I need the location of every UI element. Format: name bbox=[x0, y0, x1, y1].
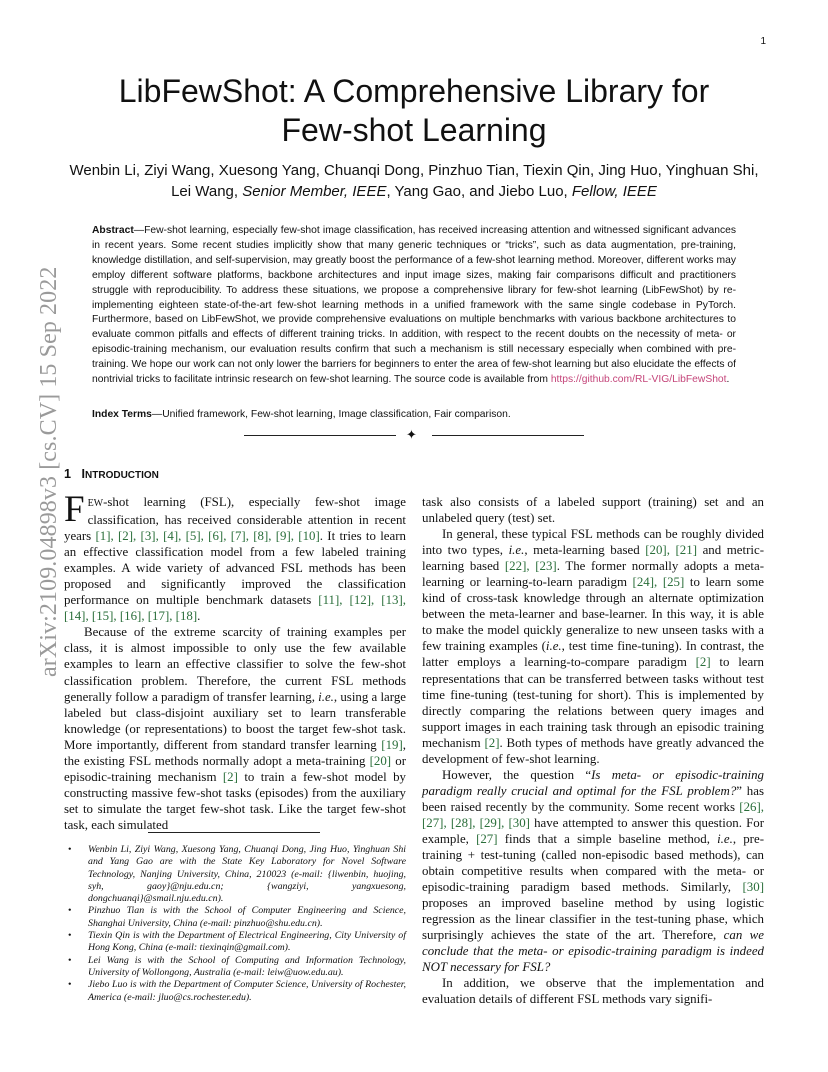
citation-link[interactable]: [11], [12], [13], [14], [15], [16], [17], [18] bbox=[64, 593, 406, 624]
paragraph: task also consists of a labeled support (training) set and an unlabeled query (test) set. bbox=[422, 495, 764, 526]
citation-link[interactable]: [2] bbox=[695, 655, 711, 670]
footnote-item: • Wenbin Li, Ziyi Wang, Xuesong Yang, Chuanqi Dong, Jing Huo, Yinghuan Shi and Yang Gao are with the State Key Laboratory for Novel Software Technology, Nanjing University, China, 210023 (e-mail: {liwenbin, huojing, syh, gaoy}@nju.edu.cn; {wangziyi, yangxuesong, dongchuanqi}@smail.nju.edu.cn). bbox=[88, 844, 406, 905]
paragraph: Because of the extreme scarcity of training examples per class, it is almost impossible to only use the few available examples to learn an effective classifier to solve the few-shot classification problem. Therefore, the current FSL methods generally follow a paradigm of transfer learning, i.e., using a large labeled but class-disjoint auxiliary set to learn transferable knowledge (or representations) to boost the target few-shot task. More importantly, different from standard transfer learning [19], the existing FSL methods normally adopt a meta-training [20] or episodic-training mechanism [2] to train a few-shot model by constructing massive few-shot tasks (episodes) from the auxiliary set to simulate the target few-shot task. Like the target few-shot task, each simulated bbox=[64, 625, 406, 832]
paragraph: In addition, we observe that the implementation and evaluation details of different FSL methods vary signifi- bbox=[422, 976, 764, 1007]
index-terms-text: —Unified framework, Few-shot learning, Image classification, Fair comparison. bbox=[151, 409, 511, 420]
section-divider bbox=[244, 428, 584, 442]
citation-link[interactable]: [20] bbox=[369, 753, 392, 768]
citation-link[interactable]: [1], [2], [3], [4], [5], [6], [7], [8], [9], [10] bbox=[95, 529, 320, 544]
divider-ornament-icon: ✦ bbox=[406, 427, 417, 442]
authors-line-1: Wenbin Li, Ziyi Wang, Xuesong Yang, Chuanqi Dong, Pinzhuo Tian, Tiexin Qin, Jing Huo, Yinghuan Shi, bbox=[69, 162, 759, 179]
footnote-item: • Pinzhuo Tian is with the School of Computer Engineering and Science, Shanghai University, China (e-mail: pinzhuo@shu.edu.cn). bbox=[88, 905, 406, 930]
citation-link[interactable]: [20], [21] bbox=[645, 543, 697, 558]
footnote-item: • Lei Wang is with the School of Computing and Information Technology, University of Wollongong, Australia (e-mail: leiw@uow.edu.au). bbox=[88, 955, 406, 980]
title-line-1: LibFewShot: A Comprehensive Library for bbox=[118, 73, 710, 109]
section-heading: 1 INTRODUCTION bbox=[64, 467, 159, 481]
page-number: 1 bbox=[760, 36, 766, 47]
footnote-rule bbox=[148, 832, 320, 833]
authors-line-2: Lei Wang, Senior Member, IEEE, Yang Gao, and Jiebo Luo, Fellow, IEEE bbox=[171, 183, 657, 200]
right-column bbox=[422, 494, 764, 1008]
footnote-item: • Jiebo Luo is with the Department of Computer Science, University of Rochester, America (e-mail: jluo@cs.rochester.edu). bbox=[88, 979, 406, 1004]
paper-title bbox=[90, 72, 738, 150]
abstract-label: Abstract bbox=[92, 225, 134, 236]
citation-link[interactable]: [24], [25] bbox=[632, 575, 685, 590]
arxiv-identifier: arXiv:2109.04898v3 [cs.CV] 15 Sep 2022 bbox=[36, 266, 62, 677]
citation-link[interactable]: [27] bbox=[476, 831, 498, 846]
citation-link[interactable]: [26], [27], [28], [29], [30] bbox=[422, 799, 764, 830]
citation-link[interactable]: [22], [23] bbox=[504, 559, 557, 574]
citation-link[interactable]: [30] bbox=[742, 880, 764, 895]
author-affiliations bbox=[64, 844, 406, 1004]
paragraph: FEW-shot learning (FSL), especially few-shot image classification, has received considerable attention in recent years [1], [2], [3], [4], [5], [6], [7], [8], [9], [10]. It tries to learn an effective classification model from a few labeled training examples. A wide variety of advanced FSL methods has been proposed and significantly improved the classification performance on multiple benchmark datasets [11], [12], [13], [14], [15], [16], [17], [18]. bbox=[64, 489, 406, 624]
abstract: Abstract—Few-shot learning, especially few-shot image classification, has received increasing attention and witnessed significant advances in recent years. Some recent studies implicitly show that many generic techniques or “tricks”, such as data augmentation, pre-training, knowledge distillation, and self-supervision, may greatly boost the performance of a few-shot learning method. Moreover, different works may employ different software platforms, backbone architectures and input image sizes, making fair comparisons difficult and practitioners struggle with reproducibility. To address these situations, we propose a comprehensive library for few-shot learning (LibFewShot) by re-implementing eighteen state-of-the-art few-shot learning methods in a unified framework with the same single codebase in PyTorch. Furthermore, based on LibFewShot, we provide comprehensive evaluations on multiple benchmarks with various backbone architectures to evaluate common pitfalls and effects of different training tricks. In addition, with respect to the recent doubts on the necessity of meta- or episodic-training mechanism, our evaluation results confirm that such a mechanism is still necessary especially when combined with pre-training. We hope our work can not only lower the barriers for beginners to enter the area of few-shot learning but also elucidate the effects of nontrivial tricks to facilitate intrinsic research on few-shot learning. The source code is available from https://github.com/RL-VIG/LibFewShot. bbox=[92, 225, 736, 386]
left-column bbox=[64, 489, 406, 833]
drop-cap: F bbox=[64, 489, 85, 530]
title-line-2: Few-shot Learning bbox=[281, 112, 547, 148]
index-terms-label: Index Terms bbox=[92, 409, 152, 420]
source-code-link[interactable]: https://github.com/RL-VIG/LibFewShot bbox=[550, 374, 727, 386]
abstract-text: —Few-shot learning, especially few-shot image classification, has received increasing attention and witnessed significant advances in recent years. Some recent studies implicitly show that many generic techniques or “tricks”, such as data augmentation, pre-training, knowledge distillation, and self-supervision, may greatly boost the performance of a few-shot learning method. Moreover, different works may employ different software platforms, backbone architectures and input image sizes, making fair comparisons difficult and practitioners struggle with reproducibility. To address these situations, we propose a comprehensive library for few-shot learning (LibFewShot) by re-implementing eighteen state-of-the-art few-shot learning methods in a unified framework with the same single codebase in PyTorch. Furthermore, based on LibFewShot, we provide comprehensive evaluations on multiple benchmarks with various backbone architectures to evaluate common pitfalls and effects of different training tricks. In addition, with respect to the recent doubts on the necessity of meta- or episodic-training mechanism, our evaluation results confirm that such a mechanism is still necessary especially when combined with pre-training. We hope our work can not only lower the barriers for beginners to enter the area of few-shot learning but also elucidate the effects of nontrivial tricks to facilitate intrinsic research on few-shot learning. The source code is available from bbox=[92, 225, 736, 386]
author-list bbox=[64, 160, 764, 202]
index-terms bbox=[92, 407, 736, 422]
paragraph: However, the question “Is meta- or episodic-training paradigm really crucial and optimal for the FSL problem?” has been raised recently by the community. Some recent works [26], [27], [28], [29], [30] have attempted to answer this question. For example, [27] finds that a simple baseline method, i.e., pre-training + test-tuning (called non-episodic based methods), can obtain competitive results when compared with the meta- or episodic-training paradigm based methods. Similarly, [30] proposes an improved baseline method by using logistic regression as the linear classifier in the test-tuning phase, which surprisingly achieves the state of the art. Therefore, can we conclude that the meta- or episodic-training paradigm is indeed NOT necessary for FSL? bbox=[422, 767, 765, 975]
citation-link[interactable]: [19] bbox=[381, 737, 403, 752]
citation-link[interactable]: [2] bbox=[222, 769, 238, 784]
citation-link[interactable]: [2] bbox=[484, 735, 500, 750]
paragraph: In general, these typical FSL methods can be roughly divided into two types, i.e., meta-learning based [20], [21] and metric-learning based [22], [23]. The former normally adopts a meta-learning or learning-to-learn paradigm [24], [25] to learn some kind of cross-task knowledge through an alternate optimization between the meta-learner and base-learner. In this way, it is able to make the model quickly generalize to new unseen tasks with a few training examples (i.e., test time fine-tuning). In contrast, the latter employs a learning-to-compare paradigm [2] to learn representations that can be transferred between tasks without test time fine-tuning (test-tuning for short). This is implemented by directly comparing the relations between query images and support images in each training task through an episodic training mechanism [2]. Both types of methods have greatly advanced the development of few-shot learning. bbox=[422, 527, 765, 766]
footnote-item: • Tiexin Qin is with the Department of Electrical Engineering, City University of Hong Kong, China (e-mail: tiexinqin@gmail.com). bbox=[88, 930, 406, 955]
